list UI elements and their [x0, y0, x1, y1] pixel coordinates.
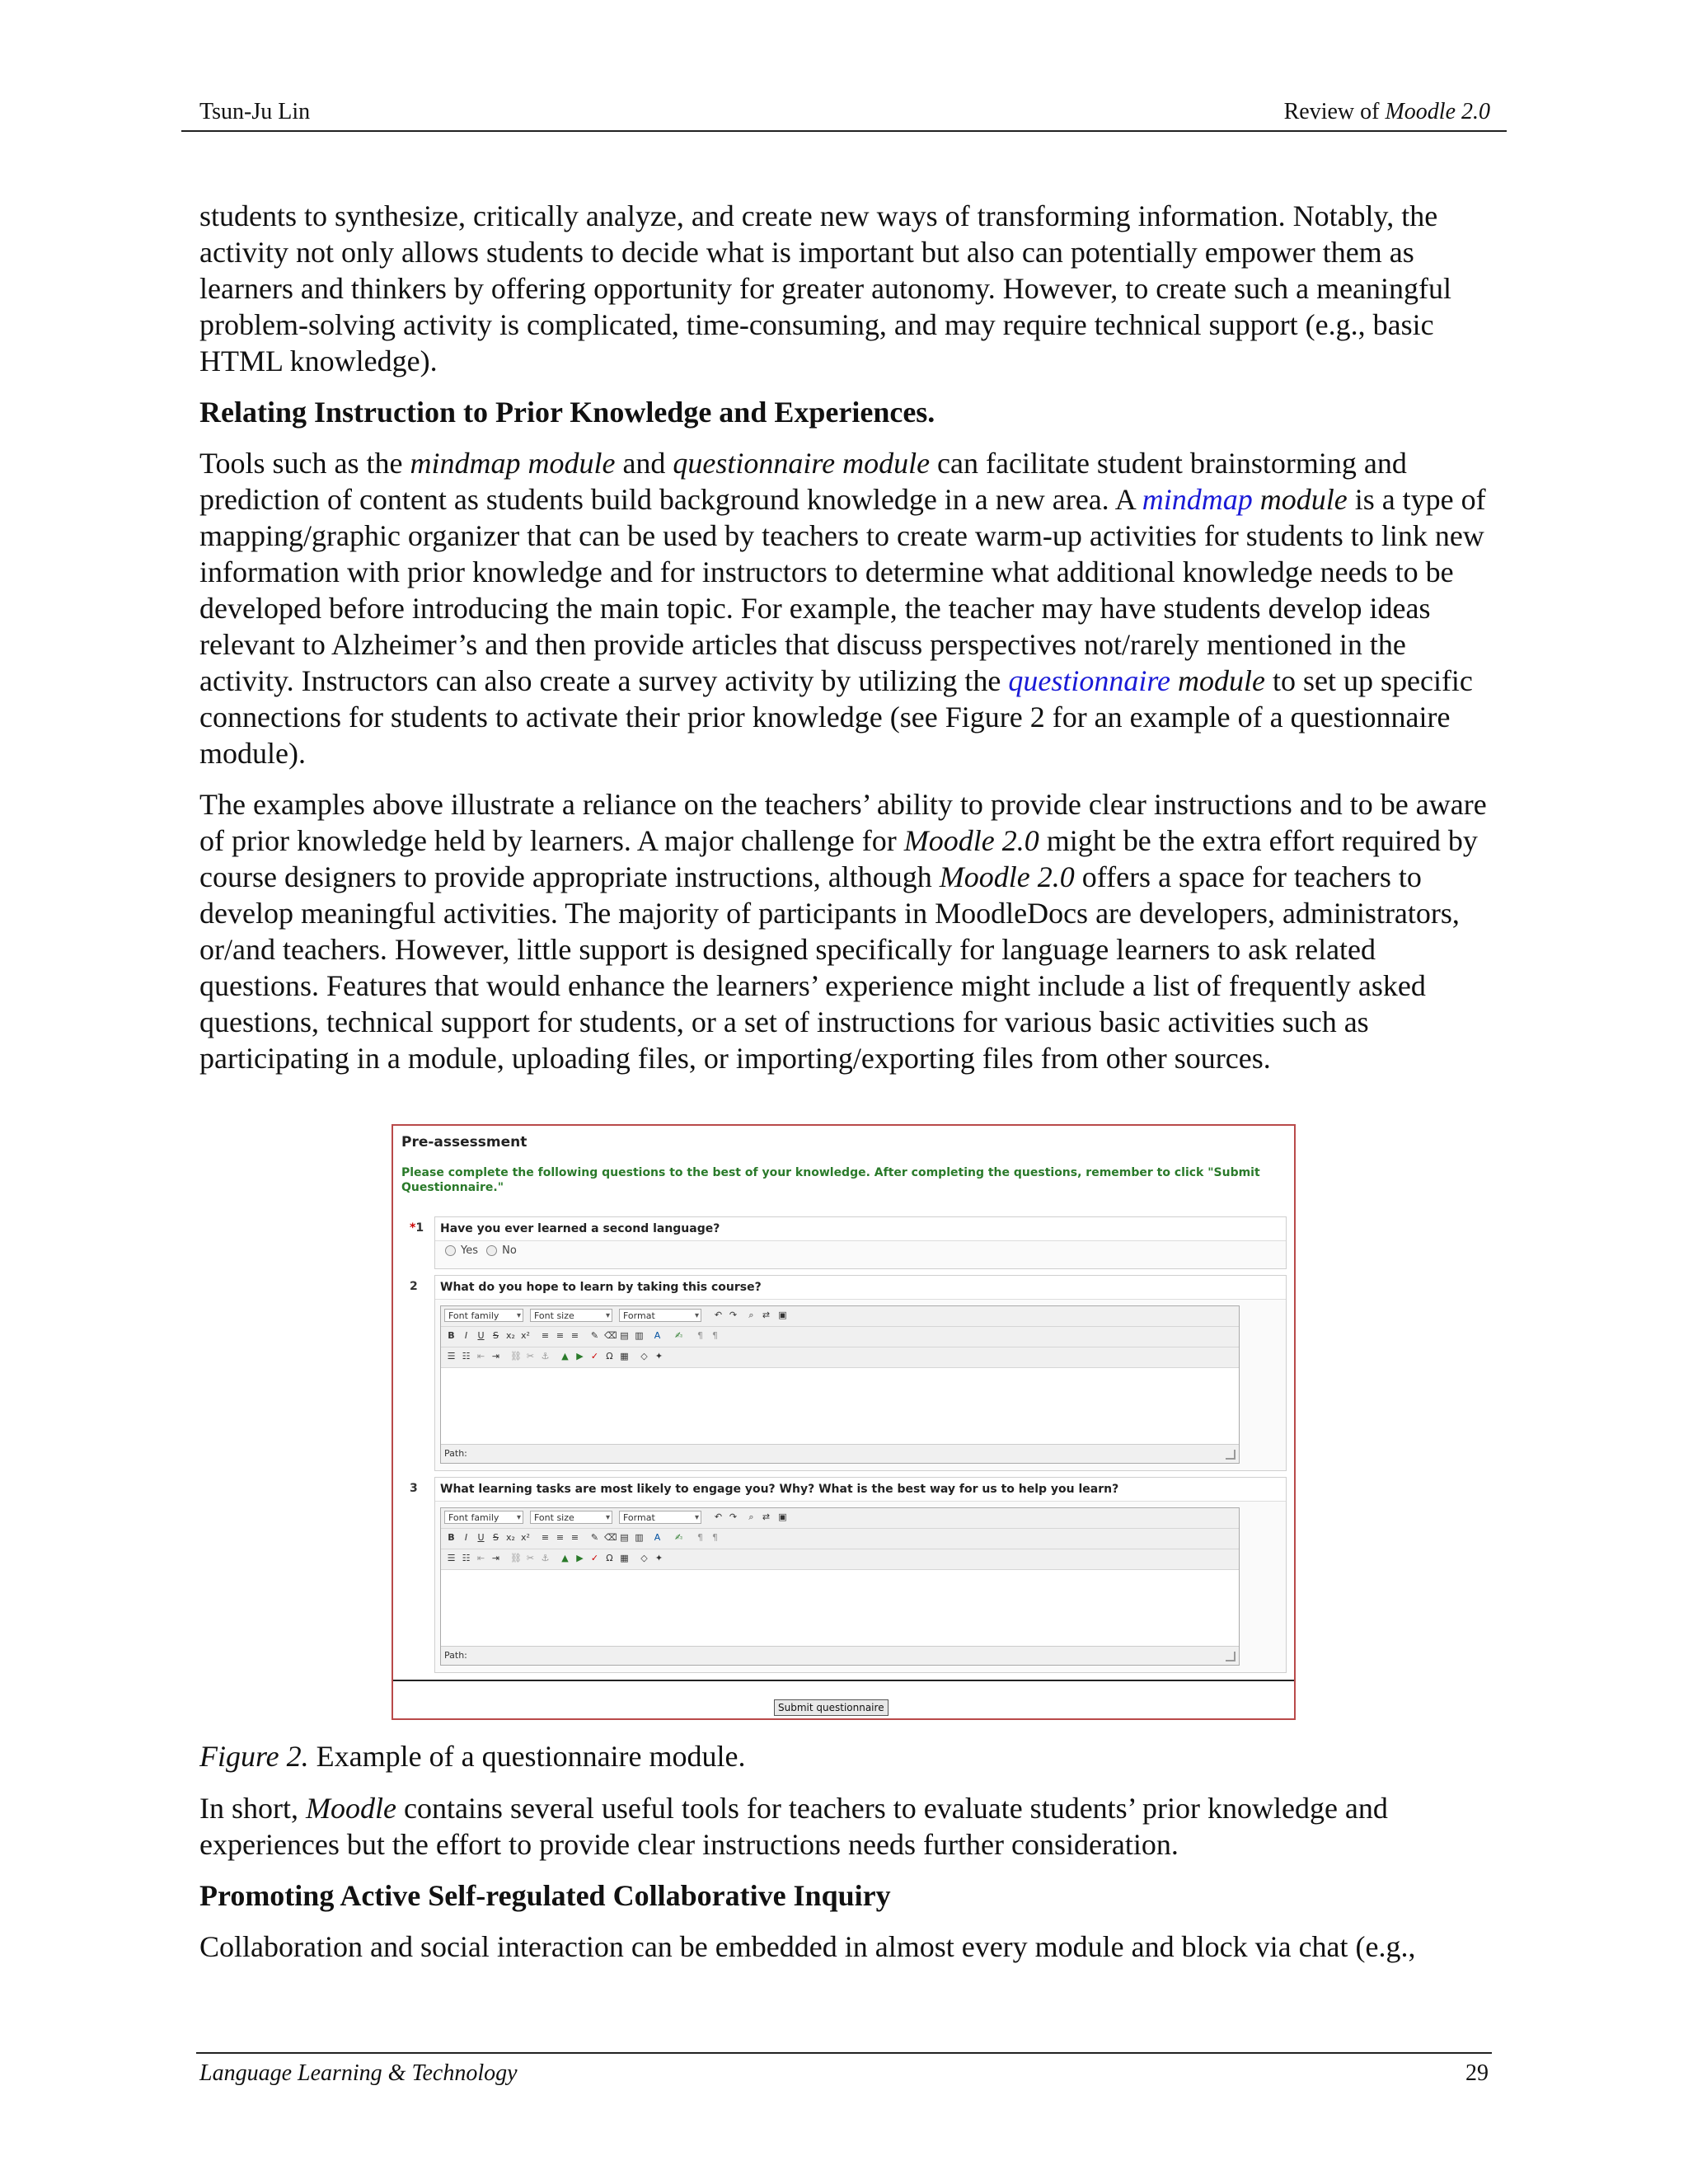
text-color-icon[interactable]: A — [654, 1330, 661, 1341]
font-size-select[interactable]: Font size ▾ — [530, 1309, 612, 1322]
figure-caption — [199, 1739, 746, 1774]
paragraph-5: Collaboration and social interaction can be embedded in almost every module and block via chat (e.g., — [199, 1930, 1416, 1963]
fullscreen-icon[interactable]: ▣ — [778, 1310, 787, 1320]
radio-yes[interactable] — [445, 1245, 456, 1256]
anchor-icon[interactable]: ⚓ — [541, 1351, 550, 1361]
link-icon[interactable]: ⛓ — [510, 1553, 522, 1563]
p2-g: is a type of mapping/graphic organizer that can be used by teachers to create warm-up activities for students to link new information with prior knowledge and for instructors to determine what additional knowledge needs to be developed before introducing the main topic. For example, the teacher may have students develop ideas relevant to Alzheimer’s and then provide articles that discuss perspectives not/rarely mentioned in the activity. Instructors can also create a survey activity by utilizing the — [199, 483, 1486, 697]
italic-icon[interactable]: I — [464, 1532, 468, 1543]
rich-text-editor-3[interactable] — [440, 1507, 1240, 1666]
question-2 — [434, 1275, 1287, 1471]
cleanup-icon[interactable]: ✎ — [590, 1532, 599, 1543]
body-text-top — [199, 198, 1495, 1091]
running-header — [181, 97, 1507, 132]
caption-label: Figure 2. — [199, 1740, 309, 1773]
p4-a: In short, — [199, 1792, 306, 1825]
rtl-icon[interactable]: ¶ — [712, 1330, 718, 1341]
indent-icon[interactable]: ⇥ — [491, 1553, 500, 1563]
question-number-1-text: 1 — [415, 1221, 424, 1235]
text-color-icon[interactable]: A — [654, 1532, 661, 1543]
editor-path: Path: — [441, 1646, 1239, 1665]
bullet-list-icon[interactable]: ☰ — [447, 1553, 456, 1563]
unlink-icon[interactable]: ✂ — [526, 1553, 535, 1563]
eraser-icon[interactable]: ⌫ — [604, 1330, 617, 1341]
bold-icon[interactable]: B — [448, 1330, 455, 1341]
highlight-icon[interactable]: ✍ — [674, 1532, 683, 1543]
section-heading-prior-knowledge: Relating Instruction to Prior Knowledge and Experiences. — [199, 396, 935, 429]
figure-questionnaire-screenshot — [392, 1124, 1296, 1720]
superscript-icon[interactable]: x² — [521, 1330, 530, 1341]
outdent-icon[interactable]: ⇤ — [476, 1351, 485, 1361]
p2-b: mindmap module — [410, 447, 616, 480]
spell-icon[interactable]: ✦ — [654, 1553, 663, 1563]
table-icon[interactable]: ▦ — [620, 1553, 629, 1563]
bullet-list-icon[interactable]: ☰ — [447, 1351, 456, 1361]
underline-icon[interactable]: U — [477, 1532, 485, 1543]
replace-icon[interactable]: ⇄ — [762, 1310, 771, 1320]
html-icon[interactable]: ◇ — [640, 1351, 648, 1361]
unlink-icon[interactable]: ✂ — [526, 1351, 535, 1361]
paste-text-icon[interactable]: ▤ — [620, 1532, 629, 1543]
question-1-text: Have you ever learned a second language? — [435, 1217, 1286, 1241]
rich-text-editor-2[interactable] — [440, 1305, 1240, 1464]
radio-no-label: No — [502, 1244, 517, 1257]
spell-icon[interactable]: ✦ — [654, 1351, 663, 1361]
image-icon[interactable]: ▲ — [561, 1553, 569, 1563]
p3-d: Moodle 2.0 — [939, 860, 1075, 893]
find-icon[interactable]: ⌕ — [748, 1310, 754, 1320]
spellcheck-icon[interactable]: ✓ — [590, 1351, 599, 1361]
font-size-select[interactable]: Font size ▾ — [530, 1511, 612, 1524]
p2-h: module — [1170, 664, 1265, 697]
undo-icon[interactable]: ↶ — [714, 1310, 723, 1320]
ltr-icon[interactable]: ¶ — [697, 1532, 703, 1543]
paragraph-2 — [199, 445, 1495, 771]
question-3-text: What learning tasks are most likely to engage you? Why? What is the best way for us to help you learn? — [435, 1478, 1286, 1502]
superscript-icon[interactable]: x² — [521, 1532, 530, 1543]
paragraph-3 — [199, 786, 1495, 1076]
resize-grip-icon[interactable] — [1226, 1450, 1236, 1460]
spellcheck-icon[interactable]: ✓ — [590, 1553, 599, 1563]
redo-icon[interactable]: ↷ — [729, 1310, 738, 1320]
rtl-icon[interactable]: ¶ — [712, 1532, 718, 1543]
p3-e: offers a space for teachers to develop meaningful activities. The majority of participants in MoodleDocs are developers, administrators, or/and teachers. However, little support is designed specifically for language learners to ask related questions. Features that would enhance the learners’ experience might include a list of frequently asked questions, technical support for students, or a set of instructions for various basic activities such as participating in a module, uploading files, or importing/exporting files from other sources. — [199, 860, 1460, 1075]
italic-icon[interactable]: I — [464, 1330, 468, 1341]
p4-c: contains several useful tools for teachers to evaluate students’ prior knowledge and experiences but the effort to provide clear instructions needs further consideration. — [199, 1792, 1388, 1861]
figure-instructions: Please complete the following questions to the best of your knowledge. After completing the questions, remember to click "Submit Questionnaire." — [401, 1166, 1260, 1194]
editor-toolbar-row-1 — [441, 1508, 1239, 1529]
editor-path: Path: — [441, 1444, 1239, 1463]
figure-separator — [393, 1680, 1294, 1681]
paragraph-1: students to synthesize, critically analyze, and create new ways of transforming information. Notably, the activity not only allows students to decide what is important but also can potentially empower them as learners and thinkers by offering opportunity for greater autonomy. However, to create such a meaningful problem-solving activity is complicated, time-consuming, and may require technical support (e.g., basic HTML knowledge). — [199, 199, 1452, 377]
footer-journal: Language Learning & Technology — [199, 2060, 518, 2086]
font-family-select[interactable]: Font family ▾ — [444, 1309, 523, 1322]
p2-i: to set up specific connections for students to activate their prior knowledge (see Figure 2 for an example of a questionnaire module). — [199, 664, 1473, 770]
special-char-icon[interactable]: Ω — [606, 1553, 613, 1563]
bold-icon[interactable]: B — [448, 1532, 455, 1543]
resize-grip-icon[interactable] — [1226, 1652, 1236, 1661]
figure-title: Pre-assessment — [401, 1134, 528, 1151]
numbered-list-icon[interactable]: ☷ — [462, 1553, 471, 1563]
question-number-2: 2 — [410, 1280, 418, 1293]
strikethrough-icon[interactable]: S — [493, 1330, 499, 1341]
question-2-text: What do you hope to learn by taking this course? — [435, 1276, 1286, 1300]
running-footer — [196, 2052, 1492, 2086]
html-icon[interactable]: ◇ — [640, 1553, 648, 1563]
media-icon[interactable]: ▶ — [576, 1351, 584, 1361]
radio-no[interactable] — [486, 1245, 497, 1256]
header-title-italic: Moodle 2.0 — [1385, 99, 1490, 124]
editor-toolbar-row-1 — [441, 1306, 1239, 1327]
align-left-icon[interactable]: ≡ — [541, 1330, 550, 1341]
header-author: Tsun-Ju Lin — [199, 99, 311, 124]
p3-b: Moodle 2.0 — [903, 824, 1039, 857]
questionnaire-link[interactable]: questionnaire — [1008, 664, 1170, 697]
align-center-icon[interactable]: ≡ — [556, 1532, 565, 1543]
align-right-icon[interactable]: ≡ — [570, 1330, 579, 1341]
p2-a: Tools such as the — [199, 447, 410, 480]
highlight-icon[interactable]: ✍ — [674, 1330, 683, 1341]
editor-toolbar-row-2 — [441, 1529, 1239, 1549]
submit-questionnaire-button[interactable]: Submit questionnaire — [774, 1699, 889, 1716]
align-right-icon[interactable]: ≡ — [570, 1532, 579, 1543]
question-1-options — [435, 1241, 1286, 1260]
editor-toolbar-row-2 — [441, 1327, 1239, 1347]
p2-e: can facilitate student brainstorming and prediction of content as students build background knowledge in a new area. A — [199, 447, 1407, 516]
paste-word-icon[interactable]: ▥ — [635, 1532, 644, 1543]
special-char-icon[interactable]: Ω — [606, 1351, 613, 1361]
question-number-3: 3 — [410, 1482, 418, 1495]
find-icon[interactable]: ⌕ — [748, 1511, 754, 1522]
font-family-select[interactable]: Font family ▾ — [444, 1511, 523, 1524]
strikethrough-icon[interactable]: S — [493, 1532, 499, 1543]
format-select[interactable]: Format ▾ — [619, 1511, 701, 1524]
page-number: 29 — [1465, 2060, 1489, 2086]
ltr-icon[interactable]: ¶ — [697, 1330, 703, 1341]
caption-text: Example of a questionnaire module. — [308, 1740, 746, 1773]
header-title — [1284, 99, 1490, 125]
indent-icon[interactable]: ⇥ — [491, 1351, 500, 1361]
p2-c: and — [615, 447, 673, 480]
underline-icon[interactable]: U — [477, 1330, 485, 1341]
p4-b: Moodle — [306, 1792, 396, 1825]
section-heading-collaborative-inquiry: Promoting Active Self-regulated Collaborative Inquiry — [199, 1879, 891, 1912]
editor-toolbar-row-3 — [441, 1347, 1239, 1368]
numbered-list-icon[interactable]: ☷ — [462, 1351, 471, 1361]
p3-c: might be the extra effort required by course designers to provide appropriate instructions, although — [199, 824, 1478, 893]
header-title-prefix: Review of — [1283, 99, 1386, 124]
subscript-icon[interactable]: x₂ — [506, 1330, 515, 1341]
radio-yes-label: Yes — [461, 1244, 478, 1257]
replace-icon[interactable]: ⇄ — [762, 1511, 771, 1522]
table-icon[interactable]: ▦ — [620, 1351, 629, 1361]
eraser-icon[interactable]: ⌫ — [604, 1532, 617, 1543]
anchor-icon[interactable]: ⚓ — [541, 1553, 550, 1563]
undo-icon[interactable]: ↶ — [714, 1511, 723, 1522]
required-marker: * — [410, 1221, 416, 1235]
question-3 — [434, 1477, 1287, 1673]
redo-icon[interactable]: ↷ — [729, 1511, 738, 1522]
body-text-bottom — [199, 1790, 1495, 1980]
media-icon[interactable]: ▶ — [576, 1553, 584, 1563]
paste-text-icon[interactable]: ▤ — [620, 1330, 629, 1341]
link-icon[interactable]: ⛓ — [510, 1351, 522, 1361]
p2-d: questionnaire module — [673, 447, 931, 480]
fullscreen-icon[interactable]: ▣ — [778, 1511, 787, 1522]
question-1 — [434, 1216, 1287, 1269]
mindmap-link[interactable]: mindmap — [1142, 483, 1253, 516]
align-center-icon[interactable]: ≡ — [556, 1330, 565, 1341]
question-number-1 — [410, 1221, 424, 1235]
editor-toolbar-row-3 — [441, 1549, 1239, 1570]
p2-f: module — [1252, 483, 1348, 516]
align-left-icon[interactable]: ≡ — [541, 1532, 550, 1543]
p3-a: The examples above illustrate a reliance on the teachers’ ability to provide clear instructions and to be aware of prior knowledge held by learners. A major challenge for — [199, 788, 1487, 857]
paste-word-icon[interactable]: ▥ — [635, 1330, 644, 1341]
outdent-icon[interactable]: ⇤ — [476, 1553, 485, 1563]
cleanup-icon[interactable]: ✎ — [590, 1330, 599, 1341]
paragraph-4 — [199, 1790, 1495, 1863]
format-select[interactable]: Format ▾ — [619, 1309, 701, 1322]
subscript-icon[interactable]: x₂ — [506, 1532, 515, 1543]
image-icon[interactable]: ▲ — [561, 1351, 569, 1361]
